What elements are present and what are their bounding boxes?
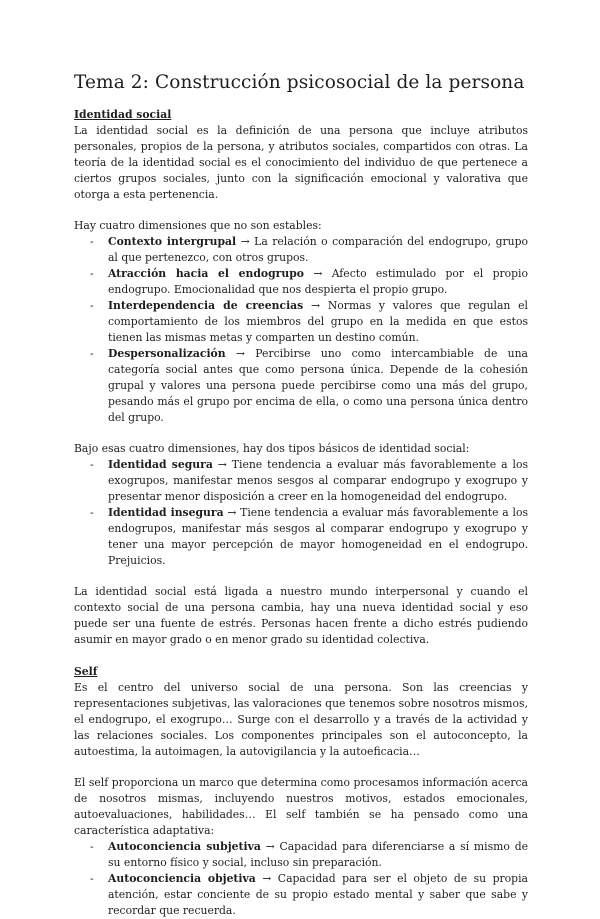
list-item: [108, 871, 528, 919]
list-item: [108, 266, 528, 298]
term: Atracción hacia el endogrupo: [108, 267, 304, 280]
identidad-intro-paragraph: La identidad social es la definición de una persona que incluye atributos personales, propios de la persona, y atributos sociales, compartidos con otras. La teoría de la identidad social es el conocimiento del individuo de que pertenece a ciertos grupos sociales, junto con la significación emocional y valorativa que otorga a esta pertenencia.: [74, 124, 528, 201]
types-list: [74, 457, 528, 569]
definition: → Normas y valores que regulan el comportamiento de los miembros del grupo en la medida en que estos tienen las mismas metas y comparten un destino común.: [108, 299, 528, 344]
term: Identidad segura: [108, 458, 213, 471]
document-body: [74, 106, 528, 919]
self-list: [74, 839, 528, 919]
definition: → Percibirse uno como intercambiable de una categoría social antes que como persona única. Depende de la cohesión grupal y valores una persona puede percibirse como una más del grupo, pesando más el grupo por encima de ella, o como una persona única dentro del grupo.: [108, 347, 528, 424]
dimensions-list: [74, 234, 528, 426]
section-heading-self: Self: [74, 665, 98, 678]
term: Contexto intergrupal: [108, 235, 237, 248]
term: Identidad insegura: [108, 506, 224, 519]
term: Autoconciencia objetiva: [108, 872, 256, 885]
list-item: [108, 839, 528, 871]
list-item: [108, 234, 528, 266]
definition: → Capacidad para diferenciarse a sí mismo de su entorno físico y social, incluso sin preparación.: [108, 840, 528, 869]
list-item: [108, 505, 528, 569]
term: Autoconciencia subjetiva: [108, 840, 261, 853]
definition: → Capacidad para ser el objeto de su propia atención, estar conciente de su propio estado mental y saber que sabe y recordar que recuerda.: [108, 872, 528, 917]
list-item: [108, 457, 528, 505]
definition: → Afecto estimulado por el propio endogrupo. Emocionalidad que nos despierta el propio grupo.: [108, 267, 529, 296]
types-intro: Bajo esas cuatro dimensiones, hay dos tipos básicos de identidad social:: [74, 442, 470, 455]
self-frame-paragraph: El self proporciona un marco que determina como procesamos información acerca de nosotros mismas, incluyendo nuestros motivos, estados emocionales, autoevaluaciones, habilidades… El self también se ha pensado como una característica adaptativa:: [74, 776, 528, 837]
section-heading-identidad-social: Identidad social: [74, 108, 172, 121]
self-intro-paragraph: Es el centro del universo social de una persona. Son las creencias y representaciones subjetivas, las valoraciones que tenemos sobre nosotros mismos, el endogrupo, el exogrupo… Surge con el desarrollo y a través de la actividad y las relaciones sociales. Los componentes principales son el autoconcepto, la autoestima, la autoimagen, la autovigilancia y la autoeficacia…: [74, 681, 528, 758]
definition: → Tiene tendencia a evaluar más favorablemente a los endogrupos, manifestar más sesgos al comparar endogrupo y exogrupo y tener una mayor percepción de mayor homogeneidad en el endogrupo. Prejuicios.: [108, 506, 528, 567]
term: Despersonalización: [108, 347, 226, 360]
list-item: [108, 298, 528, 346]
identidad-closing-paragraph: La identidad social está ligada a nuestro mundo interpersonal y cuando el contexto social de una persona cambia, hay una nueva identidad social y eso puede ser una fuente de estrés. Personas hacen frente a dicho estrés pudiendo asumir en mayor grado o en menor grado su identidad colectiva.: [74, 585, 528, 646]
definition: → La relación o comparación del endogrupo, grupo al que pertenezco, con otros grupos.: [108, 235, 529, 264]
term: Interdependencia de creencias: [108, 299, 304, 312]
page-title: Tema 2: Construcción psicosocial de la persona: [74, 72, 525, 93]
list-item: [108, 346, 528, 426]
dimensions-intro: Hay cuatro dimensiones que no son estables:: [74, 219, 322, 232]
definition: → Tiene tendencia a evaluar más favorablemente a los exogrupos, manifestar menos sesgos al comparar endogrupo y exogrupo y presentar menor disposición a creer en la homogeneidad del endogrupo.: [108, 458, 528, 503]
